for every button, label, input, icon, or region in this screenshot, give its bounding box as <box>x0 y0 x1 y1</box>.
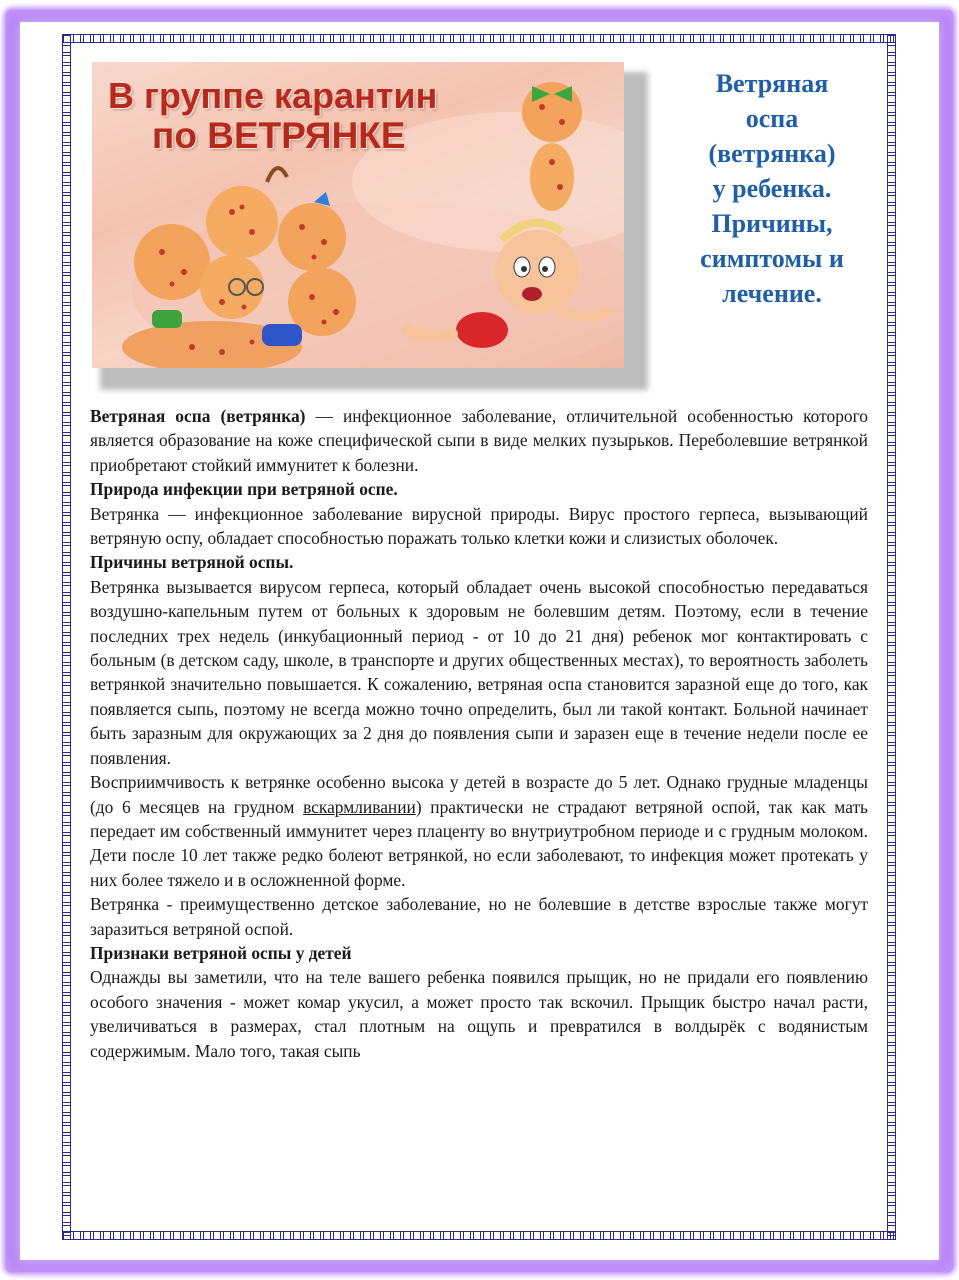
banner-title-line-1: В группе карантин <box>108 75 438 116</box>
page-title-line-6: симптомы и <box>700 244 844 273</box>
chain-border-left <box>62 34 71 1240</box>
paragraph-causes: Ветрянка вызывается вирусом герпеса, который обладает очень высокой способностью передаваться воздушно-капельным путем от больных к здоровым не болевшим детям. Поэтому, если в течение последних трех недель (инкубационный период - от 10 до 21 дня) ребенок мог контактировать с больным (в детском саду, школе, в транспорте и других общественных местах), то вероятность заболеть ветрянкой значительно повышается. К сожалению, ветряная оспа становится заразной еще до того, как появляется сыпь, поэтому не всегда можно точно определить, был ли такой контакт. Больной начинает быть заразным для окружающих за 2 дня до появления сыпи и заразен еще в течение недели после ее появления. <box>90 576 868 768</box>
intro-term: Ветряная оспа (ветрянка) <box>90 406 306 426</box>
page-title-line-1: Ветряная <box>715 69 829 98</box>
paragraph-signs: Однажды вы заметили, что на теле вашего ребенка появился прыщик, но не придали его появлению особого значения - может комар укусил, а может просто так вскочил. Прыщик быстро начал расти, увеличиваться в размерах, стал плотным на ощупь и превратился в волдырёк с водянистым содержимым. Мало того, такая сыпь <box>90 967 868 1061</box>
paragraph-susceptibility <box>90 770 868 892</box>
page-title-line-4: у ребенка. <box>712 174 832 203</box>
intro-text: — инфекционное заболевание, отличительной особенностью которого является образование на коже специфической сыпи в виде мелких пузырьков. Переболевшие ветрянкой приобретают стойкий иммунитет к болезни. <box>90 406 868 475</box>
banner-illustration <box>92 62 624 368</box>
susceptibility-text-b: ) практически не страдают ветряной оспой, так как мать передает им собственный иммунитет через плаценту во внутриутробном периоде и с грудным молоком. Дети после 10 лет также редко болеют ветрянкой, но если заболевают, то инфекция может протекать у них более тяжело и в осложненной форме. <box>90 796 868 890</box>
chain-border-right <box>887 34 896 1240</box>
paragraph-nature: Ветрянка — инфекционное заболевание вирусной природы. Вирус простого герпеса, вызывающий ветряную оспу, обладает способностью поражать только клетки кожи и слизистых оболочек. <box>90 503 868 549</box>
intro-paragraph <box>90 404 868 477</box>
susceptibility-text-a: Восприимчивость к ветрянке особенно высока у детей в возрасте до 5 лет. Однако грудные младенцы (до 6 месяцев на грудном <box>90 772 868 817</box>
paragraph-adults: Ветрянка - преимущественно детское заболевание, но не болевшие в детстве взрослые также могут заразиться ветряной оспой. <box>90 894 868 939</box>
breastfeeding-link[interactable]: вскармливании <box>303 796 416 817</box>
page-title-line-3: (ветрянка) <box>708 139 836 168</box>
heading-signs: Признаки ветряной оспы у детей <box>90 942 352 963</box>
page-title-line-7: лечение. <box>722 279 822 308</box>
page-title <box>672 66 872 311</box>
article-body <box>90 404 868 1063</box>
page-title-line-5: Причины, <box>711 209 833 238</box>
heading-causes: Причины ветряной оспы. <box>90 552 294 573</box>
banner-title-line-2: по ВЕТРЯНКЕ <box>152 115 406 156</box>
chain-border-bottom <box>62 1231 896 1240</box>
page-title-line-2: оспа <box>745 104 799 133</box>
chain-border-top <box>62 34 896 43</box>
heading-nature: Природа инфекции при ветряной оспе. <box>90 479 398 500</box>
banner-title <box>108 76 437 156</box>
